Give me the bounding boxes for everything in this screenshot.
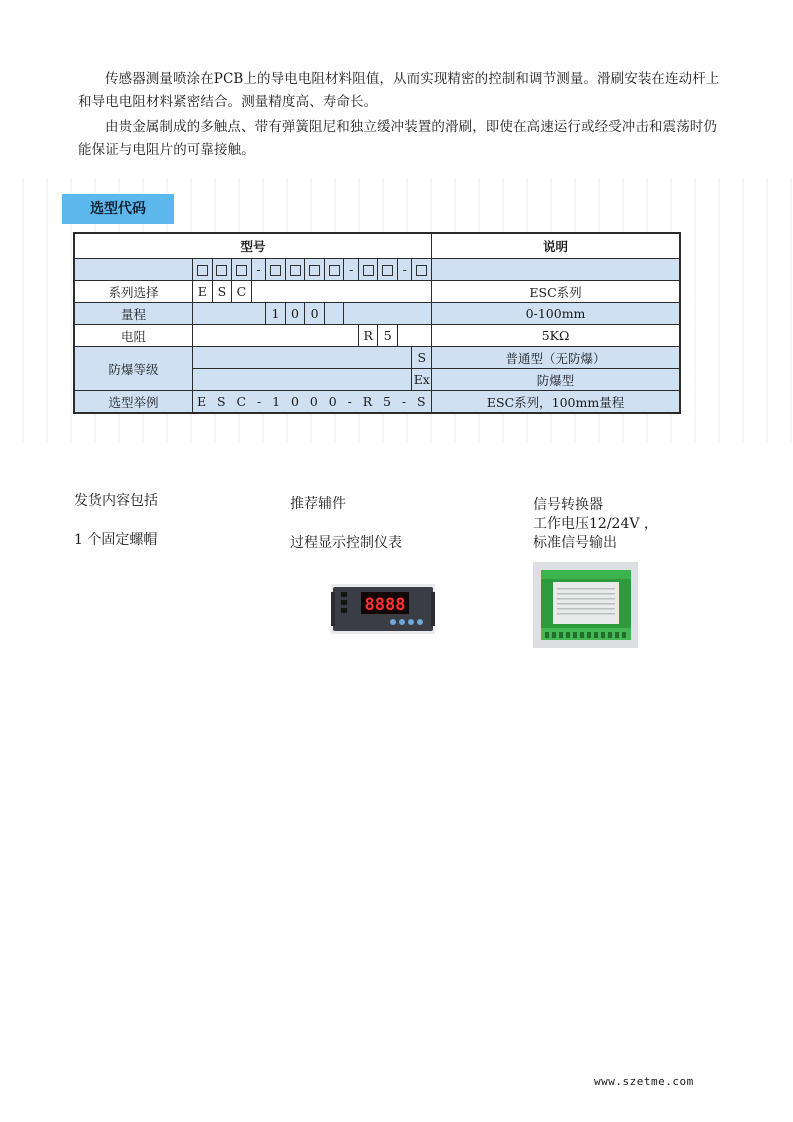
resistance-row (74, 325, 680, 347)
example-row (74, 391, 680, 414)
example-desc: ESC系列，100mm量程 (432, 391, 680, 414)
range-code: 1 (266, 303, 286, 325)
model-selection-table (73, 232, 681, 414)
code-slot-icon (382, 265, 393, 276)
code-slot-icon (290, 265, 301, 276)
code-slot-icon (236, 265, 247, 276)
example-label: 选型举例 (74, 391, 193, 414)
code-slot-icon (216, 265, 227, 276)
code-slot-icon (309, 265, 320, 276)
code-slot-icon (363, 265, 374, 276)
range-code: 0 (305, 303, 325, 325)
series-row (74, 281, 680, 303)
code-slots-row (74, 259, 680, 281)
converter-title: 信号转换器 (533, 497, 603, 513)
meter-display-digits: 8888 (364, 595, 406, 615)
code-slot-icon (416, 265, 427, 276)
range-code: 0 (285, 303, 305, 325)
range-row (74, 303, 680, 325)
dash: - (398, 259, 412, 281)
intro-paragraph-1: 传感器测量喷涂在PCB上的导电电阻材料阻值，从而实现精密的控制和调节测量。滑刷安装在连动杆上和导电电阻材料紧密结合。测量精度高、寿命长。 (78, 71, 720, 110)
explosion-code-s: S (412, 347, 432, 369)
explosion-code-ex: Ex (412, 369, 432, 391)
accessories-item: 过程显示控制仪表 (290, 535, 402, 551)
explosion-row-1 (74, 347, 680, 369)
range-label: 量程 (74, 303, 193, 325)
explosion-desc-normal: 普通型（无防爆） (432, 347, 680, 369)
resistance-desc: 5KΩ (432, 325, 680, 347)
resistance-code: 5 (378, 325, 398, 347)
explosion-desc-ex: 防爆型 (432, 369, 680, 391)
accessories-title: 推荐辅件 (290, 496, 346, 512)
process-display-meter-image (331, 584, 435, 634)
series-code: C (232, 281, 252, 303)
intro-paragraph-2: 由贵金属制成的多触点、带有弹簧阻尼和独立缓冲装置的滑刷，即使在高速运行或经受冲击和震荡时仍能保证与电阻片的可靠接触。 (78, 119, 717, 158)
code-slot-icon (270, 265, 281, 276)
shipping-title: 发货内容包括 (74, 493, 158, 509)
series-desc: ESC系列 (432, 281, 680, 303)
series-label: 系列选择 (74, 281, 193, 303)
code-slot-icon (197, 265, 208, 276)
header-model: 型号 (74, 233, 432, 259)
shipping-item: 1 个固定螺帽 (74, 532, 158, 548)
header-description: 说明 (432, 233, 680, 259)
code-slot-icon (329, 265, 340, 276)
resistance-label: 电阻 (74, 325, 193, 347)
section-title: 选型代码 (62, 194, 174, 224)
example-code: E S C - 1 0 0 0 - R 5 - S (193, 391, 432, 414)
resistance-code: R (358, 325, 378, 347)
range-desc: 0-100mm (432, 303, 680, 325)
signal-converter-image (533, 562, 638, 648)
converter-output: 标准信号输出 (533, 535, 617, 551)
dash: - (344, 259, 358, 281)
footer-url: www.szetme.com (594, 1075, 694, 1088)
series-code: E (193, 281, 213, 303)
series-code: S (212, 281, 232, 303)
dash: - (251, 259, 265, 281)
converter-voltage: 工作电压12/24V ， (533, 516, 658, 532)
explosion-label: 防爆等级 (74, 347, 193, 391)
